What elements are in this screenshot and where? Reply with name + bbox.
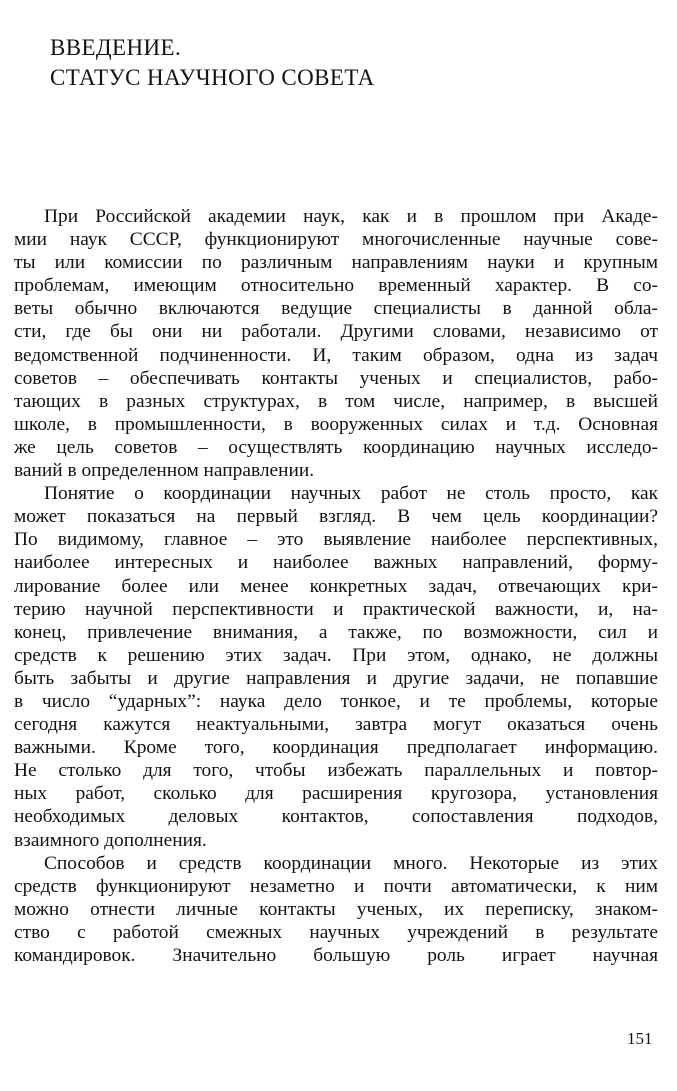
- text-line: мии наук СССР, функционируют многочисленные научные сове-: [14, 229, 658, 251]
- text-line: ты или комиссии по различным направлениям науки и крупным: [14, 252, 658, 274]
- text-line: конец, привлечение внимания, а также, по возможности, сил и: [14, 621, 658, 643]
- text-line: средств к решению этих задач. При этом, однако, не должны: [14, 644, 658, 666]
- chapter-heading-line-1: ВВЕДЕНИЕ.: [50, 35, 182, 60]
- text-line: же цель советов – осуществлять координацию научных исследо-: [14, 436, 658, 458]
- text-line: средств функционируют незаметно и почти автоматически, к ним: [14, 875, 658, 897]
- text-line: тающих в разных структурах, в том числе, например, в высшей: [14, 390, 658, 412]
- chapter-heading: [50, 33, 375, 93]
- text-line: лирование более или менее конкретных задач, отвечающих кри-: [14, 575, 658, 597]
- text-line: терию научной перспективности и практической важности, и, на-: [14, 598, 658, 620]
- text-line: взаимного дополнения.: [14, 829, 207, 851]
- text-line: наиболее интересных и наиболее важных направлений, форму-: [14, 552, 658, 574]
- text-line: По видимому, главное – это выявление наиболее перспективных,: [14, 529, 658, 551]
- text-line: Способов и средств координации много. Некоторые из этих: [44, 852, 658, 874]
- text-line: проблемам, имеющим относительно временный характер. В со-: [14, 275, 658, 297]
- text-line: командировок. Значительно большую роль играет научная: [14, 945, 658, 966]
- text-line: школе, в промышленности, в вооруженных силах и т.д. Основная: [14, 413, 658, 435]
- text-line: ных работ, сколько для расширения кругозора, установления: [14, 783, 658, 805]
- text-line: советов – обеспечивать контакты ученых и специалистов, рабо-: [14, 367, 658, 389]
- text-line: быть забыты и другие направления и другие задачи, не попавшие: [14, 667, 658, 689]
- text-line: Понятие о координации научных работ не столь просто, как: [44, 483, 658, 505]
- body-text: [14, 205, 658, 967]
- text-line: в число “ударных”: наука дело тонкое, и те проблемы, которые: [14, 690, 658, 712]
- page-number: 151: [627, 1029, 653, 1048]
- text-line: ведомственной подчиненности. И, таким образом, одна из задач: [14, 344, 658, 366]
- text-line: При Российской академии наук, как и в прошлом при Акаде-: [44, 206, 658, 227]
- text-line: Не столько для того, чтобы избежать параллельных и повтор-: [14, 760, 658, 782]
- text-line: может показаться на первый взгляд. В чем цель координации?: [14, 506, 658, 528]
- text-line: можно отнести личные контакты ученых, их переписку, знаком-: [14, 898, 658, 920]
- text-line: ваний в определенном направлении.: [14, 460, 315, 482]
- chapter-heading-line-2: СТАТУС НАУЧНОГО СОВЕТА: [50, 65, 375, 90]
- text-line: веты обычно включаются ведущие специалисты в данной обла-: [14, 298, 658, 320]
- text-line: сегодня кажутся неактуальными, завтра могут оказаться очень: [14, 714, 658, 736]
- text-line: сти, где бы они ни работали. Другими словами, независимо от: [14, 321, 658, 343]
- text-line: ство с работой смежных научных учреждений в результате: [14, 921, 658, 943]
- text-line: важными. Кроме того, координация предполагает информацию.: [14, 737, 658, 759]
- text-line: необходимых деловых контактов, сопоставления подходов,: [14, 806, 658, 828]
